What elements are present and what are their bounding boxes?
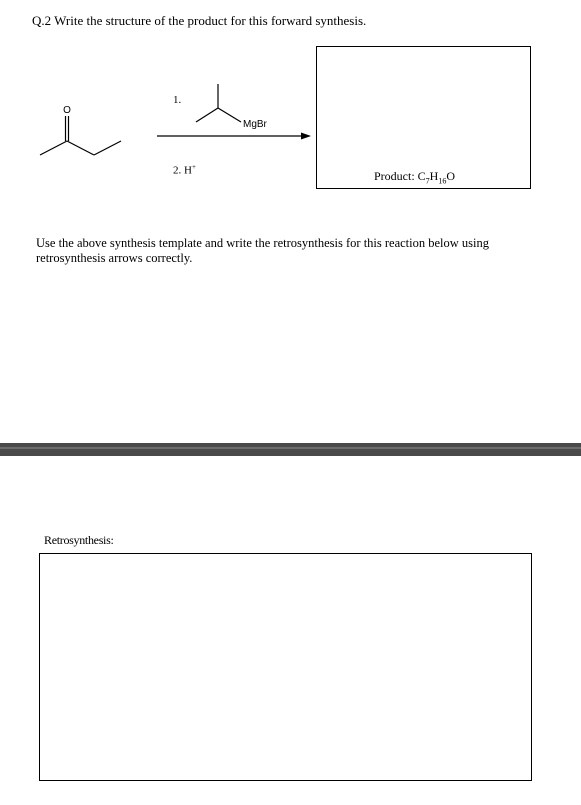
ketone-oxygen: O [63, 105, 71, 116]
retrosynthesis-label: Retrosynthesis: [44, 533, 114, 547]
step-2-text: 2. H [173, 164, 192, 177]
retrosynthesis-answer-box[interactable] [39, 553, 532, 781]
grignard-bond-1 [196, 108, 218, 122]
product-answer-box[interactable] [316, 46, 531, 189]
divider-highlight [0, 447, 581, 449]
carbon-count: 7 [425, 176, 430, 186]
hydrogen-count: 16 [438, 176, 447, 186]
step-2-label [173, 163, 196, 177]
ketone-structure [40, 116, 121, 155]
ketone-bond-1 [40, 141, 67, 155]
ketone-bond-3 [94, 141, 121, 155]
product-formula [374, 169, 455, 185]
question-text: Q.2 Write the structure of the product for this forward synthesis. [32, 13, 367, 28]
grignard-reagent-label: MgBr [243, 119, 267, 130]
product-prefix: Product: C [374, 169, 426, 183]
reaction-arrow-head [301, 133, 311, 140]
proton-charge: + [191, 163, 196, 171]
hydrogen-symbol: H [429, 169, 439, 183]
grignard-bond-3 [218, 108, 241, 122]
grignard-structure [196, 84, 241, 122]
oxygen-symbol: O [446, 169, 456, 183]
retrosynthesis-instructions: Use the above synthesis template and write the retrosynthesis for this reaction below using retrosynthesis arrows correctly. [36, 236, 490, 265]
page-divider [0, 443, 581, 456]
ketone-bond-2 [67, 141, 94, 155]
step-1-label: 1. [173, 94, 182, 106]
